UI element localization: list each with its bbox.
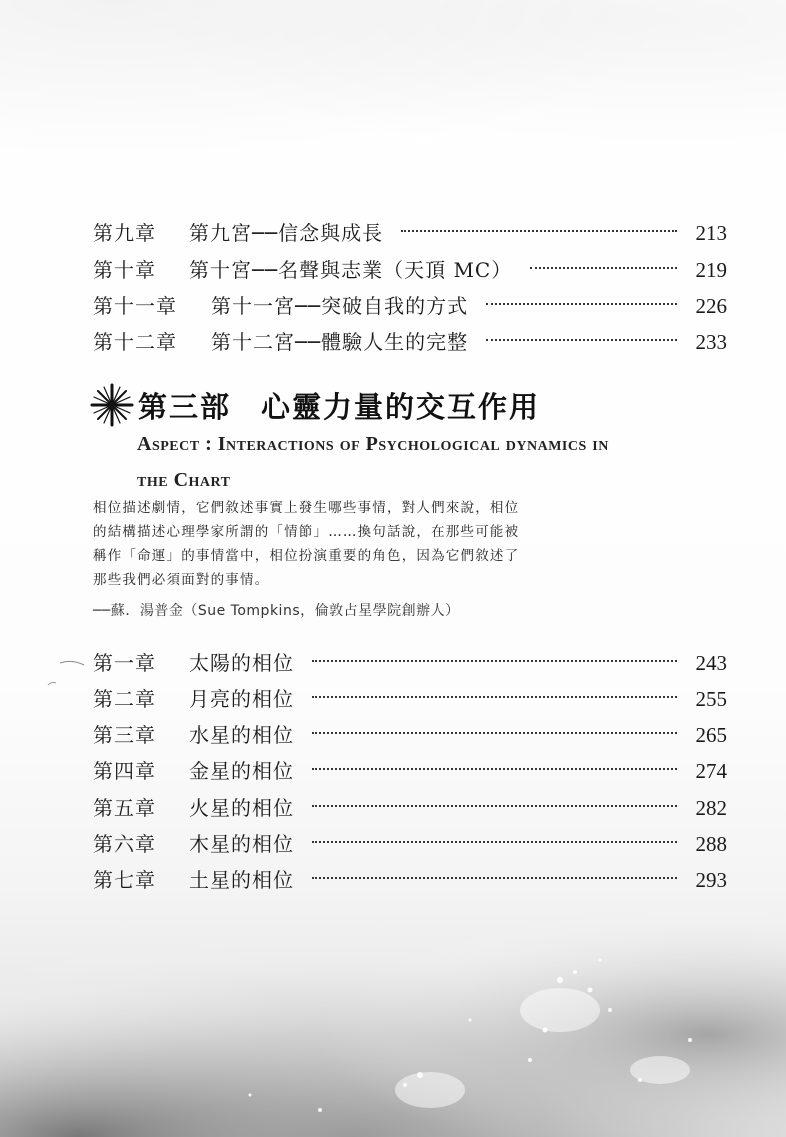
toc-chapter-title: 月亮的相位 <box>189 687 294 711</box>
toc-chapter-number: 第十二章 <box>93 330 177 354</box>
toc-chapter-title: 水星的相位 <box>189 723 294 747</box>
toc-leader-dots <box>530 245 677 277</box>
part-label: 第三部 <box>138 389 232 424</box>
toc-chapter-title: 金星的相位 <box>189 759 294 783</box>
toc-page-number: 282 <box>695 796 727 820</box>
nebula-background-image <box>0 880 786 1137</box>
toc-page-number: 274 <box>695 759 727 783</box>
toc-page-number: 255 <box>695 687 727 711</box>
toc-chapter-number: 第三章 <box>93 723 156 747</box>
toc-chapter-title: 第十宮──名聲與志業（天頂 MC） <box>189 258 513 282</box>
toc-leader-dots <box>401 208 677 240</box>
toc-entry <box>93 281 727 318</box>
part-heading <box>90 380 540 430</box>
toc-leader-dots <box>312 638 677 670</box>
toc-entry <box>93 746 727 783</box>
toc-chapter-number: 第十章 <box>93 258 156 282</box>
toc-entry <box>93 710 727 747</box>
toc-leader-dots <box>486 281 677 313</box>
toc-leader-dots <box>486 317 677 349</box>
toc-page-number: 219 <box>695 258 727 282</box>
toc-chapter-title: 火星的相位 <box>189 796 294 820</box>
toc-chapter-number: 第六章 <box>93 832 156 856</box>
star-burst-icon <box>90 383 134 427</box>
paper-shading <box>0 0 786 200</box>
toc-entry <box>93 208 727 245</box>
toc-page-number: 243 <box>695 651 727 675</box>
epigraph-quote: 相位描述劇情，它們敘述事實上發生哪些事情，對人們來說，相位的結構描述心理學家所謂的「情節」……換句話說，在那些可能被稱作「命運」的事情當中，相位扮演重要的角色，因為它們敘述了那些我們必須面對的事情。 <box>93 500 520 588</box>
toc-page-number: 233 <box>695 330 727 354</box>
toc-leader-dots <box>312 819 677 851</box>
toc-chapter-number: 第四章 <box>93 759 156 783</box>
toc-chapter-number: 第十一章 <box>93 294 177 318</box>
toc-chapter-title: 第十一宮──突破自我的方式 <box>211 294 469 318</box>
toc-page-number: 226 <box>695 294 727 318</box>
part-subtitle-line-2: the Chart <box>137 469 231 491</box>
toc-chapter-number: 第二章 <box>93 687 156 711</box>
toc-entry <box>93 674 727 711</box>
toc-chapter-title: 太陽的相位 <box>189 651 294 675</box>
part-subtitle-line-1: Aspect : Interactions of Psychological dynamics in <box>137 433 609 455</box>
toc-page-number: 213 <box>695 221 727 245</box>
toc-entry <box>93 245 727 282</box>
page-mark <box>38 655 98 695</box>
toc-chapter-title: 木星的相位 <box>189 832 294 856</box>
toc-leader-dots <box>312 710 677 742</box>
toc-page-number: 265 <box>695 723 727 747</box>
toc-chapter-title: 第九宮──信念與成長 <box>189 221 384 245</box>
toc-entry <box>93 783 727 820</box>
toc-leader-dots <box>312 674 677 706</box>
toc-chapter-title: 第十二宮──體驗人生的完整 <box>211 330 469 354</box>
toc-leader-dots <box>312 783 677 815</box>
toc-chapter-number: 第五章 <box>93 796 156 820</box>
toc-entry <box>93 819 727 856</box>
toc-leader-dots <box>312 746 677 778</box>
part-title: 心靈力量的交互作用 <box>261 389 541 424</box>
toc-entry <box>93 638 727 675</box>
toc-entry <box>93 317 727 354</box>
toc-page-number: 288 <box>695 832 727 856</box>
toc-chapter-number: 第一章 <box>93 651 156 675</box>
toc-chapter-number: 第九章 <box>93 221 156 245</box>
epigraph-attribution: ──蘇．湯普金（Sue Tompkins，倫敦占星學院創辦人） <box>93 603 460 619</box>
